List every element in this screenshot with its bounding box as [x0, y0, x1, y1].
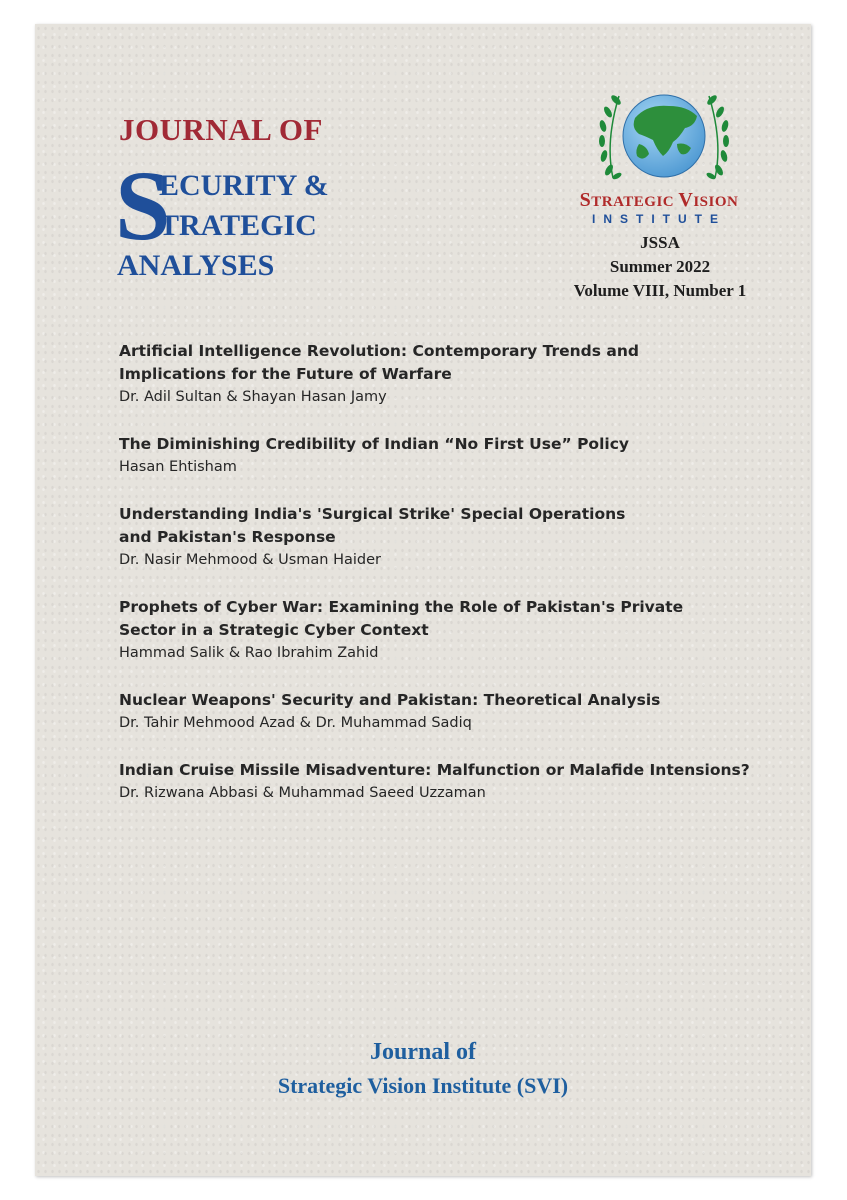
issue-abbreviation: JSSA [640, 233, 680, 252]
journal-title-line4: ANALYSES [117, 249, 275, 282]
article-entry [119, 433, 799, 479]
globe-laurel-icon [595, 82, 733, 194]
publisher-subline: INSTITUTE [592, 212, 726, 226]
publisher-name-rest2: ISION [693, 194, 739, 210]
article-title: Artificial Intelligence Revolution: Contemporary Trends and Implications for the Future of Warfare [119, 342, 639, 383]
issue-volume: Volume VIII, Number 1 [573, 281, 747, 300]
article-entry [119, 596, 799, 665]
article-title: Understanding India's 'Surgical Strike' Special Operations and Pakistan's Response [119, 505, 626, 546]
article-title: Indian Cruise Missile Misadventure: Malfunction or Malafide Intensions? [119, 761, 750, 779]
table-of-contents [119, 340, 799, 829]
article-title: Nuclear Weapons' Security and Pakistan: Theoretical Analysis [119, 691, 661, 709]
footer-institute-name: Strategic Vision Institute (SVI) [277, 1073, 569, 1098]
article-title: The Diminishing Credibility of Indian “No First Use” Policy [119, 435, 629, 453]
journal-title-initial: S [115, 150, 171, 261]
journal-cover [35, 24, 811, 1176]
journal-title-line1: JOURNAL OF [119, 112, 323, 147]
publisher-name-cap1: S [579, 189, 592, 211]
publisher-name-rest1: TRATEGIC [591, 194, 679, 210]
publisher-name-cap2: V [678, 189, 694, 211]
article-authors: Dr. Nasir Mehmood & Usman Haider [119, 552, 381, 568]
article-authors: Dr. Rizwana Abbasi & Muhammad Saeed Uzzaman [119, 785, 486, 801]
article-entry [119, 503, 799, 572]
article-entry [119, 340, 799, 409]
journal-title-line2: ECURITY & [159, 169, 329, 202]
article-authors: Dr. Tahir Mehmood Azad & Dr. Muhammad Sadiq [119, 715, 472, 731]
journal-title-line3: TRATEGIC [159, 209, 317, 242]
article-entry [119, 759, 799, 805]
article-authors: Hammad Salik & Rao Ibrahim Zahid [119, 645, 379, 661]
footer-journal-of: Journal of [369, 1039, 476, 1065]
article-entry [119, 689, 799, 735]
article-authors: Hasan Ehtisham [119, 459, 237, 475]
article-title: Prophets of Cyber War: Examining the Role of Pakistan's Private Sector in a Strategic Cyber Context [119, 598, 684, 639]
article-authors: Dr. Adil Sultan & Shayan Hasan Jamy [119, 389, 387, 405]
issue-season: Summer 2022 [609, 257, 711, 276]
